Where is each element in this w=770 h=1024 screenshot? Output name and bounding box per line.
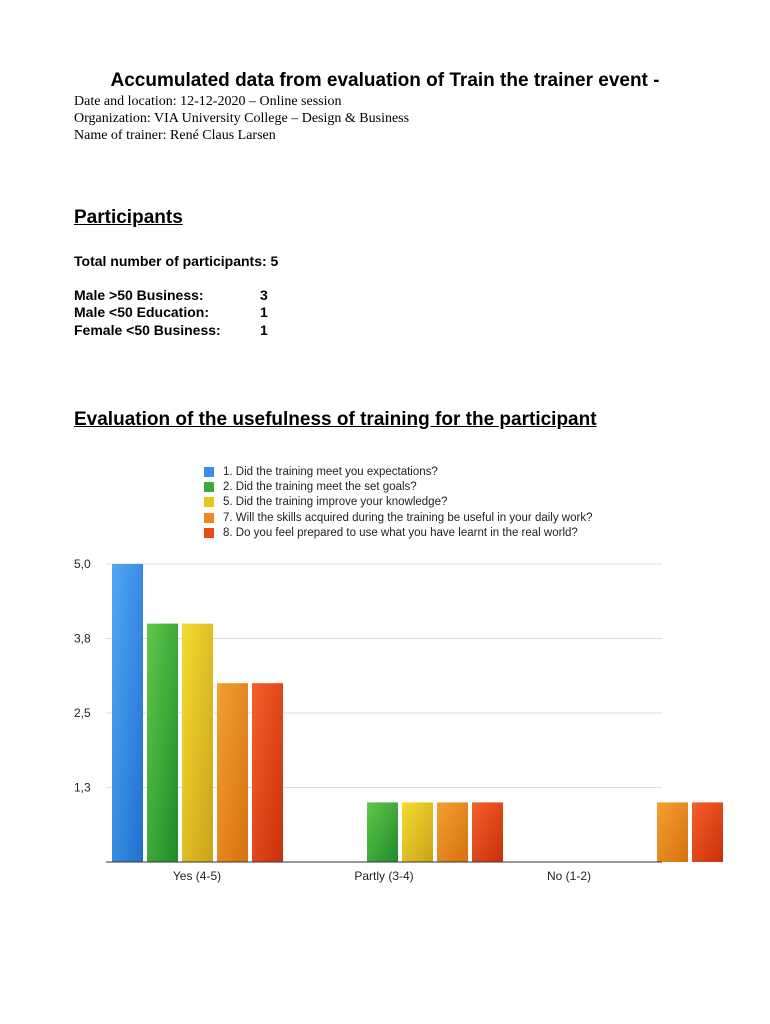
legend-label: 1. Did the training meet you expectations? [223, 465, 438, 478]
bar [692, 802, 723, 862]
y-tick-label: 3,8 [74, 631, 91, 646]
trainer-name: Name of trainer: René Claus Larsen [74, 128, 276, 143]
bar [182, 624, 213, 862]
bar [367, 802, 398, 862]
group-label: Male <50 Education: [74, 304, 209, 321]
legend-label: 2. Did the training meet the set goals? [223, 480, 417, 493]
bar [472, 802, 503, 862]
bar [437, 802, 468, 862]
participants-heading: Participants [74, 207, 183, 228]
group-count: 1 [260, 304, 268, 321]
x-category-label: No (1-2) [546, 869, 592, 883]
bar [402, 802, 433, 862]
group-label: Male >50 Business: [74, 286, 204, 303]
y-tick-label: 1,3 [74, 780, 91, 795]
x-category-label: Yes (4-5) [172, 869, 222, 883]
bar [147, 624, 178, 862]
bar [112, 564, 143, 862]
legend-label: 7. Will the skills acquired during the training be useful in your daily work? [223, 511, 593, 524]
legend-label: 5. Did the training improve your knowledge? [223, 496, 448, 509]
legend-label: 8. Do you feel prepared to use what you have learnt in the real world? [223, 526, 578, 539]
group-count: 3 [260, 286, 268, 303]
evaluation-heading: Evaluation of the usefulness of training for the participant [74, 409, 597, 430]
y-tick-label: 2,5 [74, 706, 91, 720]
bar [657, 802, 688, 862]
bar [217, 683, 248, 862]
group-label: Female <50 Business: [74, 321, 221, 338]
participants-total: Total number of participants: 5 [74, 253, 279, 269]
bar [252, 683, 283, 862]
group-count: 1 [260, 321, 268, 338]
y-tick-label: 5,0 [74, 557, 91, 571]
date-location: Date and location: 12-12-2020 – Online session [74, 94, 342, 109]
organization: Organization: VIA University College – Design & Business [74, 111, 410, 126]
document-title: Accumulated data from evaluation of Train the trainer event - [110, 70, 660, 91]
x-category-label: Partly (3-4) [354, 869, 414, 883]
